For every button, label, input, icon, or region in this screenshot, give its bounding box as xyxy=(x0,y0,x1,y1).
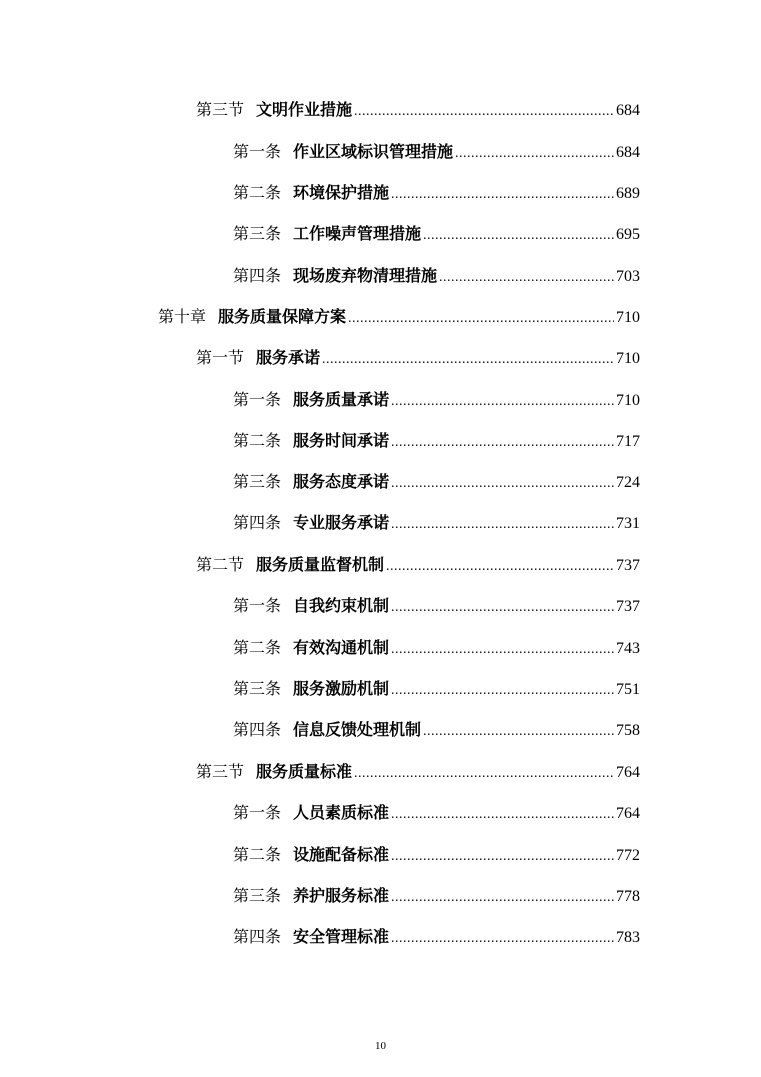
toc-entry-page: 684 xyxy=(616,144,640,161)
toc-entry-label: 第一条 xyxy=(233,142,282,161)
toc-entry-page: 689 xyxy=(616,185,640,202)
toc-entry-page: 731 xyxy=(616,515,640,532)
toc-leader-dots xyxy=(455,140,614,168)
toc-leader-dots xyxy=(348,305,614,333)
toc-leader-dots xyxy=(391,388,614,416)
toc-entry[interactable] xyxy=(233,716,640,744)
toc-entry[interactable] xyxy=(233,923,640,951)
toc-entry-label: 第二节 xyxy=(196,555,245,574)
toc-entry-title: 服务激励机制 xyxy=(293,679,390,698)
toc-leader-dots xyxy=(439,264,614,292)
toc-entry[interactable] xyxy=(196,344,640,372)
toc-entry[interactable] xyxy=(233,882,640,910)
toc-entry-title: 服务质量标准 xyxy=(256,762,353,781)
toc-entry-page: 764 xyxy=(616,764,640,781)
toc-leader-dots xyxy=(391,925,614,953)
toc-leader-dots xyxy=(386,553,614,581)
toc-leader-dots xyxy=(391,470,614,498)
toc-entry-label: 第一节 xyxy=(196,348,245,367)
toc-leader-dots xyxy=(391,843,614,871)
toc-leader-dots xyxy=(391,801,614,829)
toc-entry-title: 有效沟通机制 xyxy=(293,638,390,657)
toc-entry-label: 第四条 xyxy=(233,927,282,946)
toc-entry[interactable] xyxy=(233,179,640,207)
page-number: 10 xyxy=(375,1040,386,1052)
toc-entry[interactable] xyxy=(233,386,640,414)
toc-entry-page: 764 xyxy=(616,805,640,822)
toc-entry[interactable] xyxy=(233,799,640,827)
toc-entry-page: 717 xyxy=(616,433,640,450)
toc-entry-label: 第三条 xyxy=(233,224,282,243)
toc-entry[interactable] xyxy=(158,303,640,331)
toc-entry[interactable] xyxy=(196,551,640,579)
toc-entry[interactable] xyxy=(196,758,640,786)
toc-entry-page: 684 xyxy=(616,102,640,119)
toc-entry-title: 服务质量监督机制 xyxy=(256,555,385,574)
toc-entry-page: 737 xyxy=(616,557,640,574)
toc-entry-title: 作业区域标识管理措施 xyxy=(293,142,454,161)
toc-leader-dots xyxy=(391,511,614,539)
toc-entry-label: 第二条 xyxy=(233,183,282,202)
toc-leader-dots xyxy=(423,222,614,250)
toc-entry-label: 第三节 xyxy=(196,100,245,119)
toc-entry-title: 安全管理标准 xyxy=(293,927,390,946)
toc-entry-label: 第三节 xyxy=(196,762,245,781)
toc-entry-page: 710 xyxy=(616,350,640,367)
toc-entry-page: 743 xyxy=(616,640,640,657)
toc-entry[interactable] xyxy=(233,427,640,455)
toc-entry-label: 第四条 xyxy=(233,513,282,532)
toc-leader-dots xyxy=(391,677,614,705)
toc-leader-dots xyxy=(354,760,614,788)
toc-leader-dots xyxy=(391,884,614,912)
toc-entry-page: 703 xyxy=(616,268,640,285)
toc-entry-label: 第二条 xyxy=(233,431,282,450)
toc-entry-page: 758 xyxy=(616,722,640,739)
toc-entry[interactable] xyxy=(233,509,640,537)
toc-entry-label: 第三条 xyxy=(233,886,282,905)
toc-entry-title: 现场废弃物清理措施 xyxy=(293,266,438,285)
toc-entry-page: 778 xyxy=(616,888,640,905)
toc-entry-page: 783 xyxy=(616,929,640,946)
toc-entry[interactable] xyxy=(233,634,640,662)
toc-entry-label: 第三条 xyxy=(233,472,282,491)
toc-entry-title: 自我约束机制 xyxy=(293,596,390,615)
toc-entry[interactable] xyxy=(233,138,640,166)
toc-entry[interactable] xyxy=(233,220,640,248)
toc-entry-page: 737 xyxy=(616,598,640,615)
toc-entry-page: 710 xyxy=(616,392,640,409)
toc-entry-label: 第三条 xyxy=(233,679,282,698)
toc-entry-title: 服务承诺 xyxy=(256,348,321,367)
toc-entry-label: 第一条 xyxy=(233,803,282,822)
toc-entry-label: 第十章 xyxy=(158,307,207,326)
toc-entry-title: 服务质量承诺 xyxy=(293,390,390,409)
toc-entry-title: 文明作业措施 xyxy=(256,100,353,119)
toc-entry-label: 第二条 xyxy=(233,638,282,657)
toc-entry-title: 专业服务承诺 xyxy=(293,513,390,532)
toc-leader-dots xyxy=(391,181,614,209)
toc-entry-label: 第二条 xyxy=(233,845,282,864)
toc-entry-title: 服务态度承诺 xyxy=(293,472,390,491)
toc-entry-label: 第一条 xyxy=(233,596,282,615)
toc-entry-title: 人员素质标准 xyxy=(293,803,390,822)
toc-entry[interactable] xyxy=(233,262,640,290)
toc-leader-dots xyxy=(391,429,614,457)
toc-leader-dots xyxy=(423,718,614,746)
toc-entry-page: 710 xyxy=(616,309,640,326)
toc-entry-page: 772 xyxy=(616,847,640,864)
toc-entry[interactable] xyxy=(196,96,640,124)
toc-entry-label: 第一条 xyxy=(233,390,282,409)
toc-entry-title: 服务质量保障方案 xyxy=(218,307,347,326)
toc-entry-label: 第四条 xyxy=(233,720,282,739)
toc-entry-page: 724 xyxy=(616,474,640,491)
toc-leader-dots xyxy=(354,98,614,126)
toc-entry-label: 第四条 xyxy=(233,266,282,285)
toc-entry-title: 信息反馈处理机制 xyxy=(293,720,422,739)
toc-entry-title: 环境保护措施 xyxy=(293,183,390,202)
toc-leader-dots xyxy=(322,346,614,374)
toc-entry-page: 695 xyxy=(616,226,640,243)
toc-entry[interactable] xyxy=(233,841,640,869)
toc-entry[interactable] xyxy=(233,468,640,496)
toc-entry[interactable] xyxy=(233,592,640,620)
toc-entry-title: 设施配备标准 xyxy=(293,845,390,864)
toc-entry-title: 工作噪声管理措施 xyxy=(293,224,422,243)
toc-entry-title: 养护服务标准 xyxy=(293,886,390,905)
toc-entry-page: 751 xyxy=(616,681,640,698)
toc-entry-title: 服务时间承诺 xyxy=(293,431,390,450)
toc-entry[interactable] xyxy=(233,675,640,703)
toc-leader-dots xyxy=(391,594,614,622)
toc-leader-dots xyxy=(391,636,614,664)
